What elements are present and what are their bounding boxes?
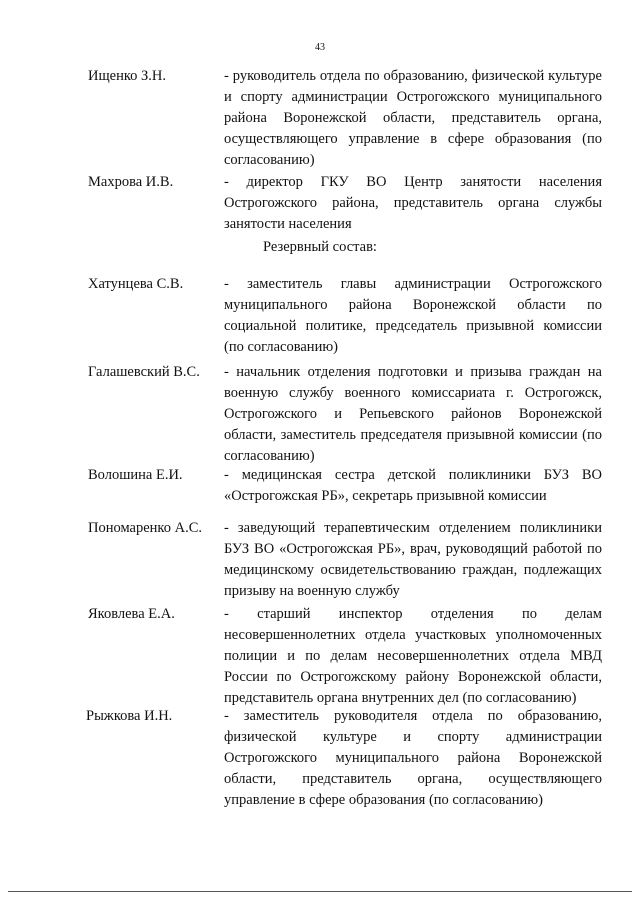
page-bottom-edge xyxy=(8,891,632,892)
member-description: - заведующий терапевтическим отделением поликлиники БУЗ ВО «Острогожская РБ», врач, руководящий работой по медицинскому освидетельствованию граждан, подлежащих призыву на военную службу xyxy=(224,520,602,599)
member-name: Ищенко З.Н. xyxy=(88,68,167,84)
member-name: Волошина Е.И. xyxy=(88,467,183,483)
member-description: - руководитель отдела по образованию, физической культуре и спорту администрации Острогожского муниципального района Воронежской области, представитель органа, осуществляющего управление в сфере образования (по согласованию) xyxy=(224,68,602,168)
member-name: Хатунцева С.В. xyxy=(88,276,184,292)
reserve-heading: Резервный состав: xyxy=(263,239,377,255)
member-description: - старший инспектор отделения по делам несовершеннолетних отдела участковых уполномоченных полиции и по делам несовершеннолетних отдела МВД России по Острогожскому району Воронежской области, представитель органа внутренних дел (по согласованию) xyxy=(224,606,602,706)
member-description: - заместитель руководителя отдела по образованию, физической культуре и спорту администрации Острогожского муниципального района Воронежской области, представитель органа, осуществляющего управление в сфере образования (по согласованию) xyxy=(224,708,602,808)
page-number: 43 xyxy=(315,42,325,53)
member-description: - директор ГКУ ВО Центр занятости населения Острогожского района, представитель органа службы занятости населения xyxy=(224,174,602,232)
member-name: Махрова И.В. xyxy=(88,174,174,190)
member-name: Яковлева Е.А. xyxy=(88,606,175,622)
member-name: Галашевский В.С. xyxy=(88,364,200,380)
member-name: Пономаренко А.С. xyxy=(88,520,202,536)
member-name: Рыжкова И.Н. xyxy=(86,708,173,724)
member-description: - начальник отделения подготовки и призыва граждан на военную службу военного комиссариата г. Острогожск, Острогожского и Репьевского районов Воронежской области, заместитель председателя призывной комиссии (по согласованию) xyxy=(224,364,602,464)
member-description: - медицинская сестра детской поликлиники БУЗ ВО «Острогожская РБ», секретарь призывной комиссии xyxy=(224,467,602,504)
member-description: - заместитель главы администрации Острогожского муниципального района Воронежской области по социальной политике, председатель призывной комиссии (по согласованию) xyxy=(224,276,602,355)
